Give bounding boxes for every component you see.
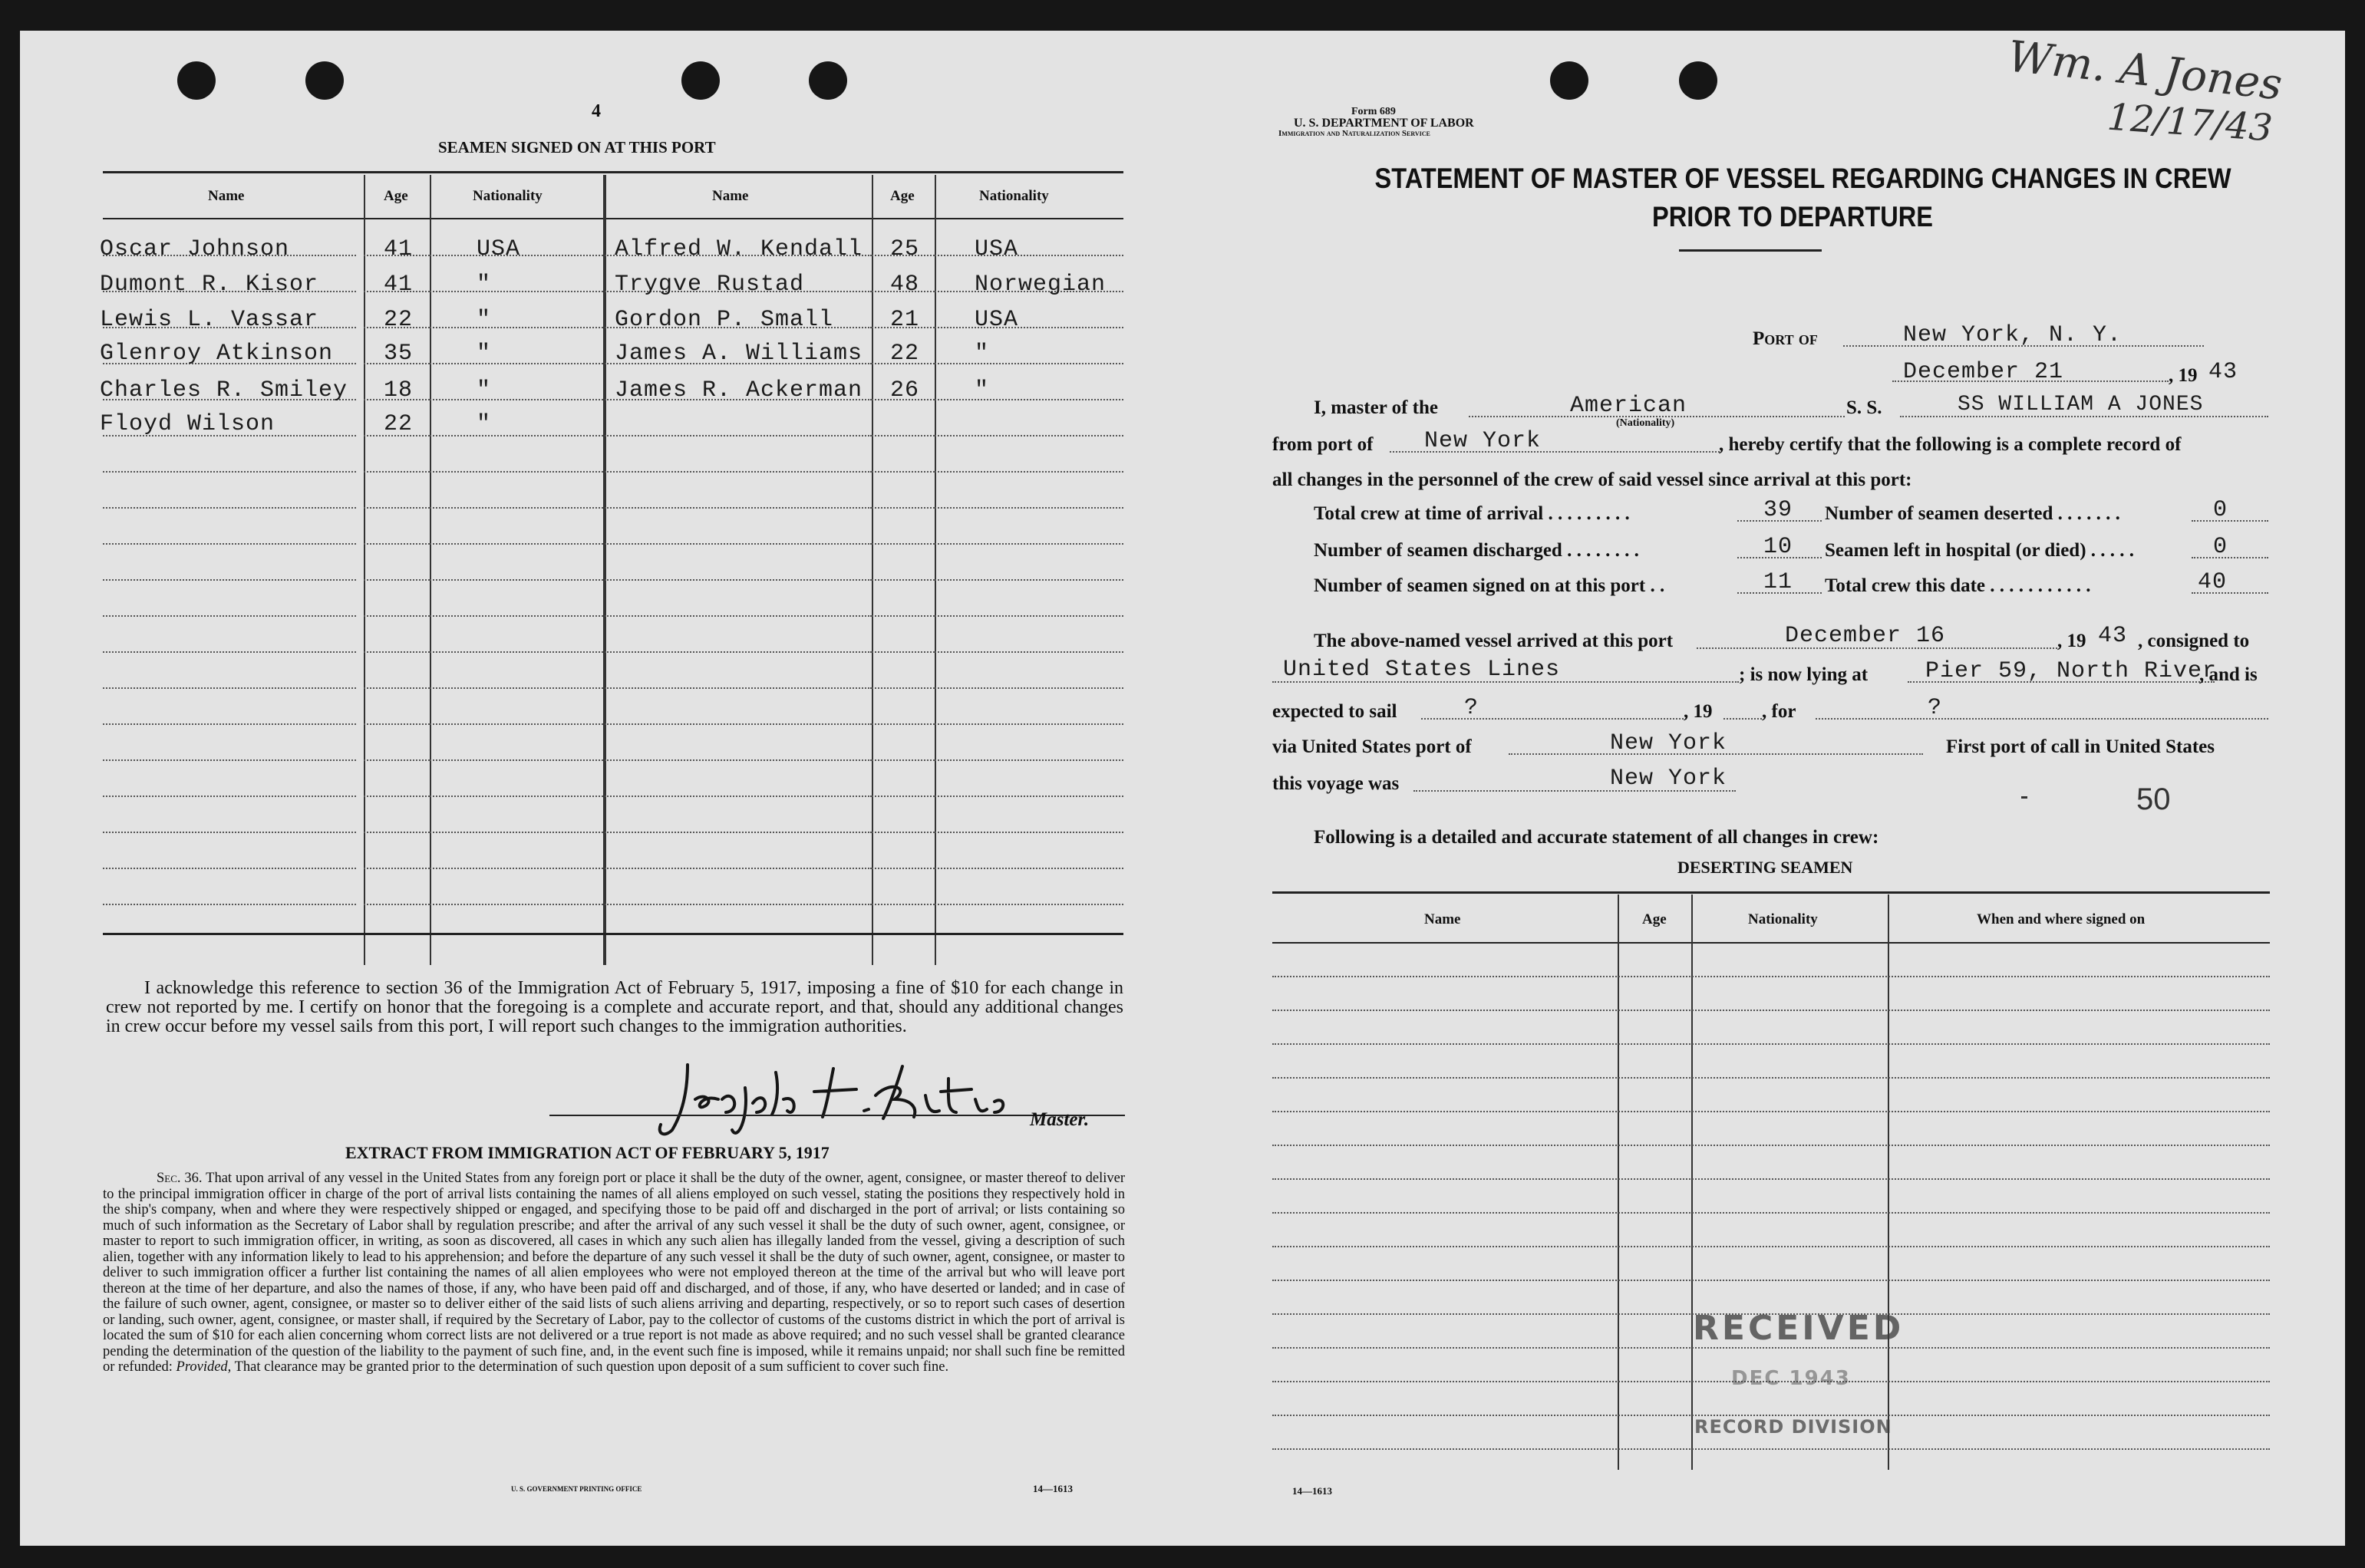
col-divider: [430, 175, 431, 965]
stat-value: 0: [2213, 534, 2228, 560]
row-rule: [605, 543, 872, 545]
row-rule: [430, 435, 603, 436]
row-rule: [935, 868, 1123, 869]
row-rule: [605, 796, 872, 797]
row-rule: [935, 723, 1123, 725]
seaman-nationality: ": [477, 377, 492, 404]
nationality-caption: (Nationality): [1616, 417, 1675, 429]
stat-value: 40: [2198, 569, 2228, 595]
seaman-age: 25: [890, 236, 920, 262]
row-rule: [430, 507, 603, 509]
deserting-header-rule: [1272, 942, 2270, 944]
row-rule: [935, 832, 1123, 833]
row-rule: [430, 868, 603, 869]
seaman-age: 22: [384, 411, 414, 437]
arrived-year-field: 43: [2098, 623, 2128, 649]
punch-hole: [681, 61, 720, 100]
row-rule: [1272, 1043, 2270, 1045]
printing-office: U. S. GOVERNMENT PRINTING OFFICE: [511, 1485, 642, 1493]
date-field: December 21: [1903, 359, 2064, 385]
master-of-label: I, master of the: [1314, 397, 1438, 418]
row-rule: [103, 759, 356, 761]
row-rule: [872, 507, 935, 509]
deserting-heading: DESERTING SEAMEN: [1677, 858, 1853, 877]
row-rule: [103, 507, 356, 509]
seaman-nationality: ": [975, 377, 990, 404]
row-rule: [872, 759, 935, 761]
seaman-name: James R. Ackerman: [615, 377, 863, 404]
received-stamp: RECEIVED: [1693, 1309, 1905, 1348]
row-rule: [430, 615, 603, 617]
row-rule: [1272, 1178, 2270, 1180]
row-rule: [103, 471, 356, 473]
row-rule: [1272, 1280, 2270, 1281]
arrived-label: The above-named vessel arrived at this port: [1314, 631, 1674, 651]
column-header-name: Name: [208, 188, 245, 204]
col-divider: [603, 175, 606, 965]
seaman-age: 22: [384, 307, 414, 333]
row-rule: [935, 904, 1123, 905]
stamp-division: RECORD DIVISION: [1694, 1416, 1892, 1438]
seaman-nationality: ": [975, 341, 990, 367]
lying-at-field: Pier 59, North River: [1925, 658, 2218, 684]
row-rule: [430, 759, 603, 761]
deserting-col-name: Name: [1424, 911, 1461, 927]
punch-hole: [177, 61, 216, 100]
row-rule: [103, 904, 356, 905]
seaman-age: 41: [384, 272, 414, 298]
for-label: , for: [1762, 701, 1796, 722]
row-rule: [935, 796, 1123, 797]
seaman-age: 41: [384, 236, 414, 262]
via-port-field: New York: [1610, 730, 1727, 756]
seaman-name: Glenroy Atkinson: [100, 341, 334, 367]
stat-label: Total crew at time of arrival . . . . . . . . .: [1314, 503, 1630, 524]
row-rule: [935, 615, 1123, 617]
seaman-name: Lewis L. Vassar: [100, 307, 319, 333]
row-rule: [935, 543, 1123, 545]
col-divider: [872, 175, 873, 965]
seaman-nationality: ": [477, 341, 492, 367]
seaman-age: 21: [890, 307, 920, 333]
row-rule: [430, 687, 603, 689]
row-rule: [605, 759, 872, 761]
deserting-table-top: [1272, 891, 2270, 894]
column-header-age: Age: [384, 188, 408, 204]
row-rule: [872, 435, 935, 436]
row-rule: [103, 796, 356, 797]
from-port-field: New York: [1424, 428, 1542, 454]
row-rule: [103, 687, 356, 689]
document-sheet: [20, 31, 2345, 1546]
seaman-name: James A. Williams: [615, 341, 863, 367]
row-rule: [1272, 1246, 2270, 1247]
certify-text-2: all changes in the personnel of the crew of said vessel since arrival at this port:: [1272, 469, 1912, 490]
row-rule: [103, 832, 356, 833]
first-port-label: First port of call in United States: [1946, 736, 2215, 757]
column-header-age: Age: [890, 188, 915, 204]
row-rule: [103, 723, 356, 725]
row-rule: [605, 832, 872, 833]
arrived-year-prefix: , 19: [2057, 631, 2086, 651]
field-line: [2192, 557, 2268, 558]
row-rule: [605, 904, 872, 905]
row-rule: [872, 543, 935, 545]
service: Immigration and Naturalization Service: [1278, 129, 1430, 138]
punch-hole: [1679, 61, 1717, 100]
row-rule: [430, 399, 603, 400]
table-bottom-rule: [103, 933, 1123, 935]
row-rule: [364, 615, 430, 617]
extract-heading: EXTRACT FROM IMMIGRATION ACT OF FEBRUARY 5, 1917: [345, 1143, 830, 1162]
col-divider: [364, 175, 365, 965]
form-title-line2: PRIOR TO DEPARTURE: [1651, 201, 1934, 232]
stat-value: 10: [1763, 534, 1793, 560]
row-rule: [605, 471, 872, 473]
stat-label: Total crew this date . . . . . . . . . . .: [1825, 575, 2091, 596]
port-label: Port of: [1753, 328, 1818, 349]
stamp-date: DEC 1943: [1731, 1367, 1851, 1390]
deserting-col-age: Age: [1642, 911, 1667, 927]
row-rule: [1272, 1145, 2270, 1146]
margin-number: 50: [2136, 782, 2171, 816]
field-line: [1421, 718, 1687, 720]
row-rule: [935, 327, 1123, 328]
row-rule: [872, 832, 935, 833]
row-rule: [605, 687, 872, 689]
row-rule: [364, 507, 430, 509]
row-rule: [103, 615, 356, 617]
stat-label: Number of seamen discharged . . . . . . . .: [1314, 540, 1639, 561]
punch-hole: [1550, 61, 1588, 100]
row-rule: [935, 255, 1123, 256]
seaman-name: Trygve Rustad: [615, 272, 805, 298]
row-rule: [872, 579, 935, 581]
row-rule: [103, 579, 356, 581]
row-rule: [364, 723, 430, 725]
title-underline: [1679, 249, 1822, 252]
row-rule: [872, 868, 935, 869]
col-divider: [1888, 894, 1889, 1470]
row-rule: [935, 759, 1123, 761]
following-text: Following is a detailed and accurate statement of all changes in crew:: [1314, 827, 1879, 848]
punch-hole: [809, 61, 847, 100]
row-rule: [872, 904, 935, 905]
row-rule: [1272, 976, 2270, 977]
form-code: 14—1613: [1033, 1483, 1073, 1494]
row-rule: [430, 832, 603, 833]
seaman-age: 26: [890, 377, 920, 404]
row-rule: [364, 579, 430, 581]
table-top-rule: [103, 171, 1123, 173]
row-rule: [605, 868, 872, 869]
ship-name-field: SS WILLIAM A JONES: [1958, 393, 2204, 417]
punch-hole: [305, 61, 344, 100]
year-prefix: , 19: [2169, 365, 2198, 386]
form-title: STATEMENT OF MASTER OF VESSEL REGARDING CHANGES IN CREW: [1374, 163, 2231, 194]
provided-label: Provided,: [176, 1359, 232, 1375]
row-rule: [430, 796, 603, 797]
for-field: ?: [1928, 695, 1943, 721]
field-line: [1723, 718, 1762, 720]
certify-text: , hereby certify that the following is a complete record of: [1719, 434, 2182, 455]
row-rule: [872, 615, 935, 617]
row-rule: [364, 904, 430, 905]
row-rule: [935, 687, 1123, 689]
row-rule: [364, 796, 430, 797]
col-divider: [1618, 894, 1619, 1470]
seaman-age: 18: [384, 377, 414, 404]
seaman-name: Oscar Johnson: [100, 236, 290, 262]
row-rule: [103, 868, 356, 869]
expected-sail-field: ?: [1464, 695, 1479, 721]
row-rule: [605, 615, 872, 617]
row-rule: [935, 435, 1123, 436]
column-header-nationality: Nationality: [473, 188, 543, 204]
stat-label: Number of seamen signed on at this port . .: [1314, 575, 1665, 596]
via-label: via United States port of: [1272, 736, 1472, 757]
section-body: That upon arrival of any vessel in the United States from any foreign port or place it shall be the duty of the owner, agent, consignee, or master thereof to deliver to the principal immigration officer in charge of the port of arrival lists containing the names of all aliens employed on such vessel, stating the positions they respectively hold in the ship's company, when and where they were respectively shipped or engaged, and specifying those to be paid off and discharged in the port of arrival; or lists containing so much of such information as the Secretary of Labor shall by regulation prescribe; and after the arrival of any such vessel it shall be the duty of such owner, agent, consignee, or master to report to such immigration officer, in writing, as soon as discovered, all cases in which any such alien has illegally landed from the vessel, giving a description of such alien, together with any information likely to lead to his apprehension; and before the departure of any such vessel it shall be the duty of such owner, agent, consignee, or master to deliver to such immigration officer a further list containing the names of all alien employees who were not employed thereon at the time of the arrival but who will leave port thereon at the time of her departure, and also the names of those, if any, who have been paid off and discharged, and of those, if any, who have deserted or landed; and in case of the failure of such owner, agent, consignee, or master so to deliver either of the said lists of such aliens arriving and departing, respectively, or so to report such cases of desertion or landing, such owner, agent, consignee, or master shall, if required by the Secretary of Labor, pay to the collector of customs of the customs district in which the port of arrival is located the sum of $10 for each alien concerning whom correct lists are not delivered or a true report is not made as above required; and no such vessel shall be granted clearance pending the determination of the question of the liability to the payment of such fine, and, in the event such fine is imposed, while it remains unpaid; nor shall such fine be remitted or refunded:: [103, 1171, 1125, 1375]
stat-value: 0: [2213, 497, 2228, 523]
row-rule: [605, 723, 872, 725]
stat-value: 11: [1763, 569, 1793, 595]
nineteen-label: , 19: [1684, 701, 1713, 722]
seaman-nationality: ": [477, 411, 492, 437]
voyage-label: this voyage was: [1272, 773, 1400, 794]
seaman-name: Floyd Wilson: [100, 411, 275, 437]
expected-label: expected to sail: [1272, 701, 1397, 722]
handwritten-date: 12/17/43: [2106, 95, 2274, 150]
row-rule: [430, 327, 603, 328]
row-rule: [430, 651, 603, 653]
row-rule: [430, 471, 603, 473]
form-code: 14—1613: [1292, 1485, 1332, 1497]
form-number: Form 689: [1351, 106, 1396, 117]
section-label: Sec. 36.: [157, 1171, 203, 1186]
row-rule: [364, 471, 430, 473]
row-rule: [935, 507, 1123, 509]
seaman-nationality: Norwegian: [975, 272, 1107, 298]
row-rule: [935, 579, 1123, 581]
table-header-rule: [103, 218, 1123, 219]
section-body-end: That clearance may be granted prior to the determination of such question upon deposit of a sum sufficient to cover such fine.: [234, 1359, 949, 1375]
page-number: 4: [592, 101, 601, 121]
lying-label: ; is now lying at: [1739, 664, 1869, 685]
seaman-name: Charles R. Smiley: [100, 377, 348, 404]
stat-value: 39: [1763, 497, 1793, 523]
row-rule: [430, 291, 603, 292]
row-rule: [364, 651, 430, 653]
master-signature: [611, 1057, 1056, 1141]
department: U. S. DEPARTMENT OF LABOR: [1294, 117, 1474, 130]
seaman-name: Dumont R. Kisor: [100, 272, 319, 298]
year-field: 43: [2208, 359, 2238, 385]
stat-label: Seamen left in hospital (or died) . . . . .: [1825, 540, 2135, 561]
row-rule: [605, 651, 872, 653]
row-rule: [1272, 1448, 2270, 1450]
seaman-name: Alfred W. Kendall: [615, 236, 863, 262]
pencil-mark: [2021, 796, 2027, 799]
row-rule: [605, 435, 872, 436]
row-rule: [935, 471, 1123, 473]
row-rule: [430, 723, 603, 725]
section-36-text: [103, 1171, 1125, 1375]
row-rule: [872, 471, 935, 473]
stat-label: Number of seamen deserted . . . . . . .: [1825, 503, 2120, 524]
row-rule: [430, 904, 603, 905]
from-port-label: from port of: [1272, 434, 1374, 455]
row-rule: [1272, 1212, 2270, 1214]
consignee-field: United States Lines: [1283, 657, 1561, 683]
field-line: [1816, 718, 2268, 720]
row-rule: [872, 687, 935, 689]
row-rule: [872, 723, 935, 725]
port-field: New York, N. Y.: [1903, 322, 2123, 348]
deserting-col-nationality: Nationality: [1748, 911, 1818, 927]
row-rule: [935, 363, 1123, 364]
row-rule: [364, 687, 430, 689]
row-rule: [364, 543, 430, 545]
handwritten-name: Wm. A Jones: [2005, 31, 2285, 110]
arrived-date-field: December 16: [1785, 623, 1946, 649]
col-divider: [935, 175, 936, 965]
and-is-label: , and is: [2199, 664, 2258, 685]
row-rule: [1272, 1010, 2270, 1011]
col-divider: [1691, 894, 1693, 1470]
row-rule: [872, 651, 935, 653]
seaman-nationality: USA: [975, 307, 1019, 333]
seaman-age: 48: [890, 272, 920, 298]
row-rule: [1272, 1077, 2270, 1079]
seaman-age: 35: [384, 341, 414, 367]
row-rule: [605, 507, 872, 509]
field-line: [2192, 520, 2268, 522]
seaman-nationality: ": [477, 307, 492, 333]
seaman-nationality: USA: [477, 236, 521, 262]
seaman-age: 22: [890, 341, 920, 367]
row-rule: [364, 759, 430, 761]
seaman-nationality: ": [477, 272, 492, 298]
deserting-col-signed-on: When and where signed on: [1977, 911, 2146, 927]
row-rule: [430, 363, 603, 364]
row-rule: [364, 868, 430, 869]
voyage-field: New York: [1610, 766, 1727, 792]
row-rule: [935, 399, 1123, 400]
nationality-field: American: [1570, 393, 1687, 419]
row-rule: [103, 651, 356, 653]
ss-label: S. S.: [1846, 397, 1882, 418]
row-rule: [605, 579, 872, 581]
seaman-nationality: USA: [975, 236, 1019, 262]
column-header-name: Name: [712, 188, 749, 204]
row-rule: [103, 543, 356, 545]
row-rule: [430, 543, 603, 545]
consigned-label: , consigned to: [2138, 631, 2250, 651]
row-rule: [430, 579, 603, 581]
row-rule: [872, 796, 935, 797]
row-rule: [1272, 1111, 2270, 1112]
column-header-nationality: Nationality: [979, 188, 1049, 204]
acknowledgement-text: I acknowledge this reference to section 36 of the Immigration Act of February 5, 1917, imposing a fine of $10 for each change in crew not reported by me. I certify on honor that the foregoing is a complete and accurate report, and that, should any additional changes in crew occur before my vessel sails from this port, I will report such changes to the immigration authorities.: [106, 978, 1123, 1036]
row-rule: [364, 832, 430, 833]
row-rule: [935, 651, 1123, 653]
signed-on-heading: SEAMEN SIGNED ON AT THIS PORT: [438, 138, 716, 156]
master-label: Master.: [1030, 1109, 1090, 1130]
seaman-name: Gordon P. Small: [615, 307, 834, 333]
